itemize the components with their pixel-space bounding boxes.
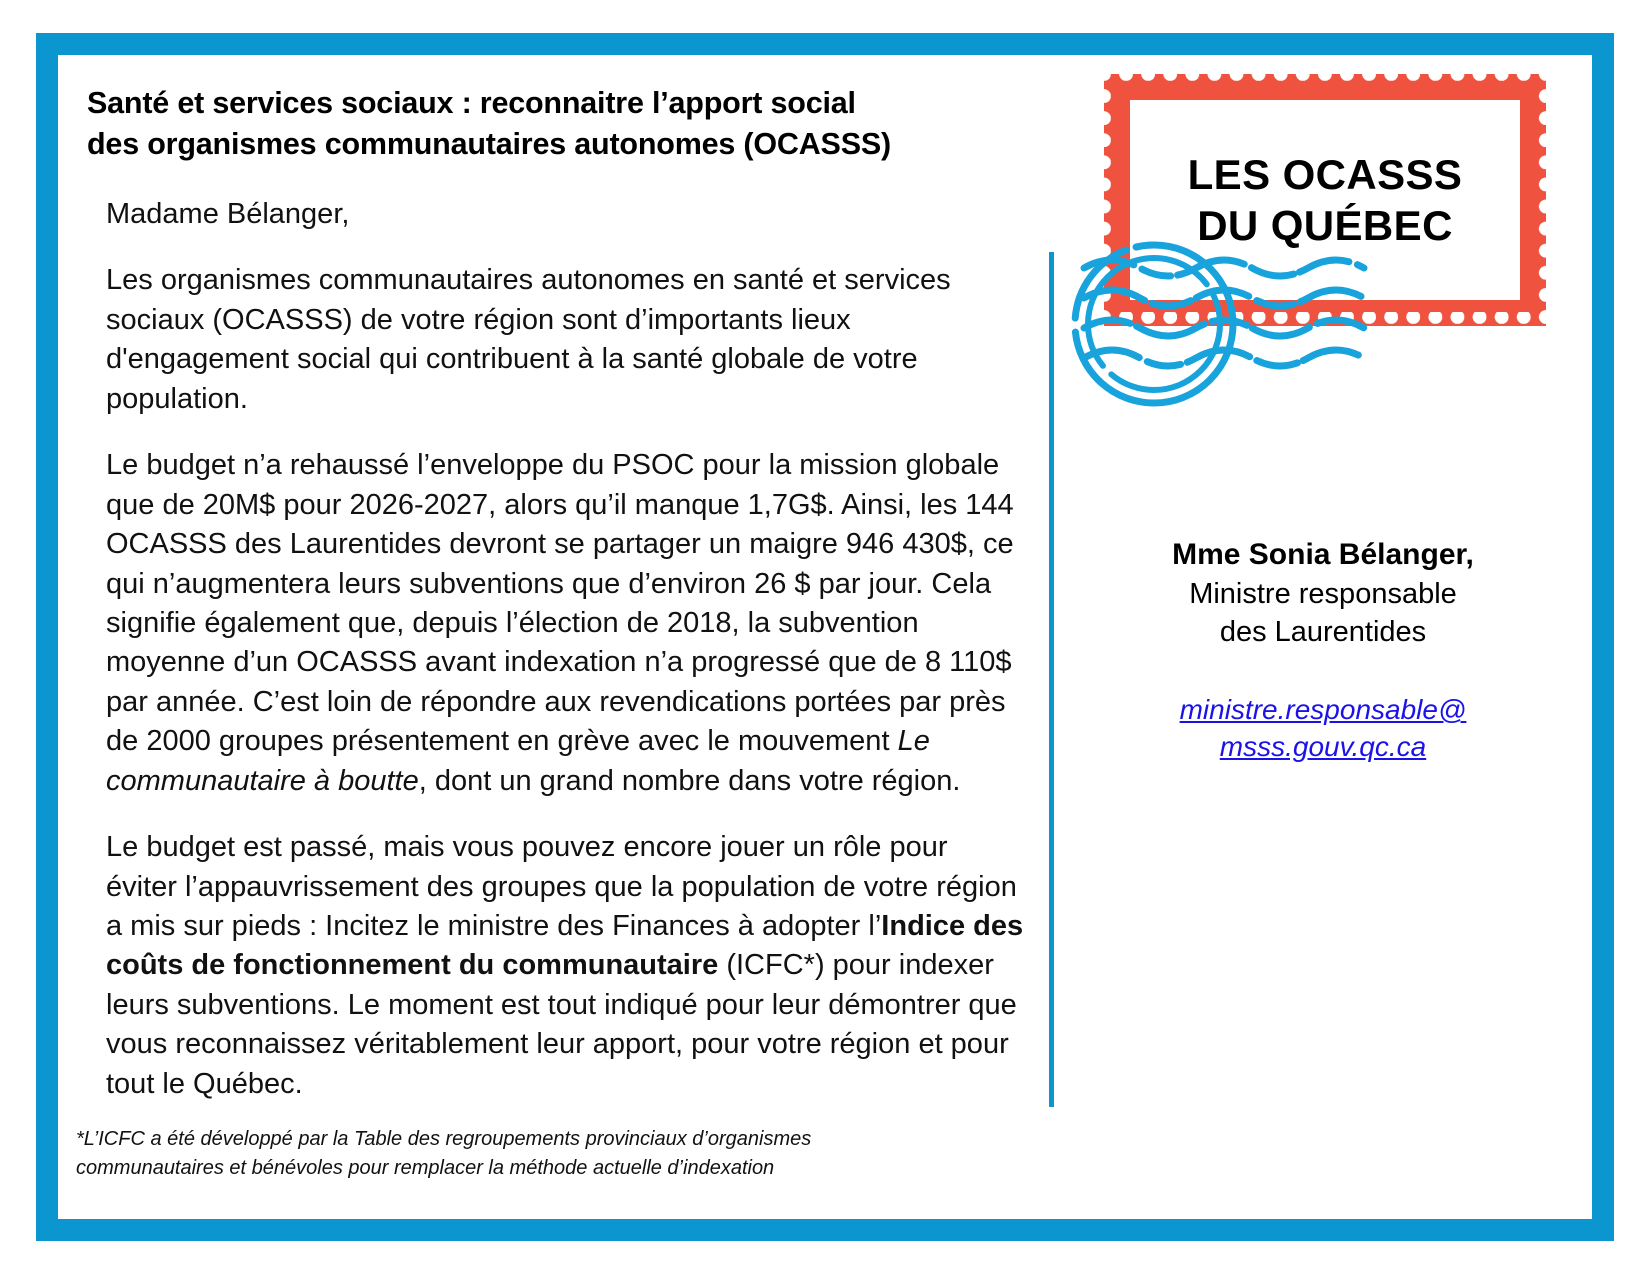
footnote-line-2: communautaires et bénévoles pour remplacer la méthode actuelle d’indexation	[76, 1157, 775, 1179]
right-column	[1058, 55, 1592, 1219]
left-column	[58, 55, 1043, 1219]
stamp-label	[1130, 100, 1520, 300]
letter-paragraph-1: Les organismes communautaires autonomes en santé et services sociaux (OCASSS) de votre région sont d’importants lieux d'engagement social qui contribuent à la santé globale de votre population.	[106, 264, 951, 415]
letter-paragraph-3-part-a: Le budget est passé, mais vous pouvez encore jouer un rôle pour éviter l’appauvrissement des groupes que la population de votre région a mis sur pieds : Incitez le ministre des Finances à adopter l’	[106, 831, 1017, 942]
page-title-line-2: des organismes communautaires autonomes (OCASSS)	[87, 126, 891, 161]
icfc-index-bold: Indice des coûts de fonctionnement du communautaire	[106, 910, 1024, 982]
letter-paragraph-2-part-b: , dont un grand nombre dans votre région.	[418, 764, 961, 797]
letter-paragraph-2	[106, 446, 1026, 801]
footnote-line-1: *L’ICFC a été développé par la Table des regroupements provinciaux d’organismes	[76, 1128, 812, 1150]
page-title	[87, 83, 1027, 164]
letter-paragraph-2-part-a: Le budget n’a rehaussé l’enveloppe du PSOC pour la mission globale que de 20M$ pour 2026-2027, alors qu’il manque 1,7G$. Ainsi, les 144 OCASSS des Laurentides devront se partager un maigre 946 430$, ce qui n’augmentera leurs subventions que d’environ 26 $ par jour. Cela signifie également que, depuis l’élection de 2018, la subvention moyenne d’un OCASSS avant indexation n’a progressé que de 8 110$ par année. C’est loin de répondre aux revendications portées par près de 2000 groupes présentement en grève avec le mouvement	[106, 449, 1014, 758]
letter-body	[106, 195, 1026, 1104]
letter-paragraph-3-part-b: (ICFC*) pour indexer leurs subventions. Le moment est tout indiqué pour leur démontrer que vous reconnaissez véritablement leur apport, pour votre région et pour tout le Québec.	[106, 949, 1017, 1100]
letter-salutation: Madame Bélanger,	[106, 198, 350, 230]
minister-email-line-1: ministre.responsable@	[1179, 694, 1467, 726]
letter-paragraph-3	[106, 828, 1026, 1104]
minister-email-link[interactable]	[1088, 692, 1558, 766]
white-sheet	[58, 55, 1592, 1219]
column-divider	[1049, 252, 1054, 1107]
minister-contact-block	[1088, 535, 1558, 766]
page-title-line-1: Santé et services sociaux : reconnaitre l’apport social	[87, 86, 856, 120]
minister-role-line-1: Ministre responsable	[1189, 577, 1457, 610]
movement-name-italic: Le communautaire à boutte	[106, 725, 930, 797]
stamp-label-line-2: DU QUÉBEC	[1197, 202, 1453, 249]
blue-border-frame	[36, 33, 1614, 1241]
minister-email-line-2: msss.gouv.qc.ca	[1219, 731, 1427, 763]
footnote	[76, 1125, 1026, 1183]
postage-stamp	[1104, 74, 1564, 414]
minister-role-line-2: des Laurentides	[1219, 616, 1427, 649]
minister-name: Mme Sonia Bélanger,	[1172, 538, 1474, 571]
content-columns	[58, 55, 1592, 1219]
stamp-label-line-1: LES OCASSS	[1187, 150, 1463, 198]
